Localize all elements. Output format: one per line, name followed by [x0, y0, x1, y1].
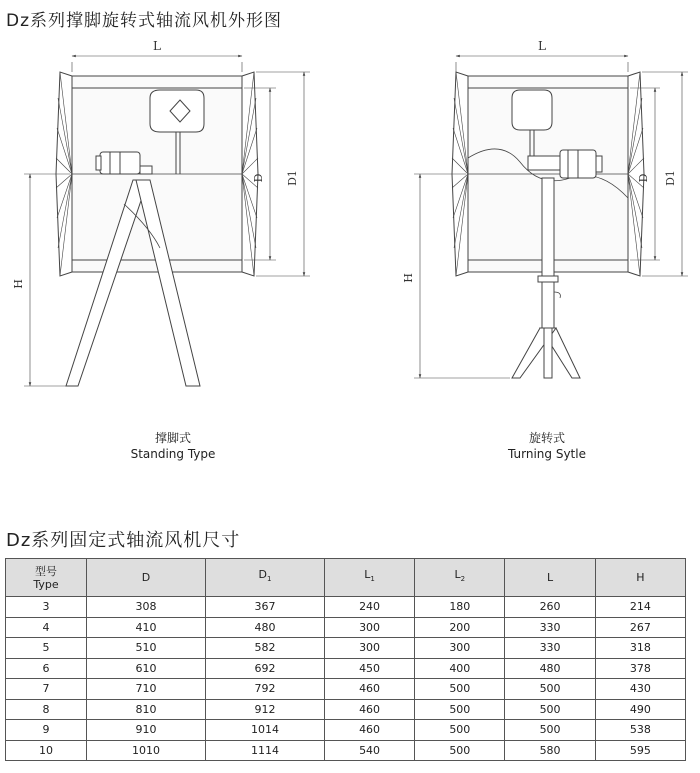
header-L1: $L_1$	[324, 559, 414, 597]
table-cell: 330	[505, 638, 595, 659]
table-cell: 500	[505, 720, 595, 741]
table-cell: 500	[415, 679, 505, 700]
table-cell: 300	[415, 638, 505, 659]
table-header-row	[6, 559, 686, 597]
table-cell: 240	[324, 597, 414, 618]
table-row	[6, 740, 686, 761]
table-cell: 692	[205, 658, 324, 679]
standing-type-caption	[98, 430, 248, 462]
turning-dim-D1-label: D1	[664, 170, 677, 186]
standing-type-drawing	[24, 56, 310, 386]
table-cell: 510	[87, 638, 206, 659]
table-cell: 500	[505, 699, 595, 720]
table-cell: 5	[6, 638, 87, 659]
table-cell: 810	[87, 699, 206, 720]
standing-dim-D1-label: D1	[286, 170, 299, 186]
table-cell: 400	[415, 658, 505, 679]
table-cell: 10	[6, 740, 87, 761]
table-cell: 580	[505, 740, 595, 761]
table-cell: 460	[324, 720, 414, 741]
table-cell: 792	[205, 679, 324, 700]
table-cell: 260	[505, 597, 595, 618]
table-cell: 500	[415, 699, 505, 720]
table-cell: 8	[6, 699, 87, 720]
table-cell: 378	[595, 658, 685, 679]
table-cell: 410	[87, 617, 206, 638]
table-row	[6, 597, 686, 618]
table-cell: 1114	[205, 740, 324, 761]
table-cell: 9	[6, 720, 87, 741]
table-cell: 7	[6, 679, 87, 700]
turning-dim-D-label: D	[637, 173, 650, 183]
table-cell: 480	[205, 617, 324, 638]
table-cell: 595	[595, 740, 685, 761]
turning-type-caption	[472, 430, 622, 462]
table-cell: 710	[87, 679, 206, 700]
fan-outline-drawings	[0, 28, 700, 428]
header-H: H	[595, 559, 685, 597]
table-cell: 308	[87, 597, 206, 618]
header-L: L	[505, 559, 595, 597]
table-cell: 490	[595, 699, 685, 720]
table-cell: 460	[324, 699, 414, 720]
header-L2: $L_2$	[415, 559, 505, 597]
standing-dim-L-label: L	[153, 39, 161, 53]
table-cell: 6	[6, 658, 87, 679]
table-cell: 4	[6, 617, 87, 638]
turning-dim-L-label: L	[538, 39, 546, 53]
table-cell: 367	[205, 597, 324, 618]
standing-caption-en: Standing Type	[130, 447, 216, 461]
table-title: Dz系列固定式轴流风机尺寸	[6, 530, 241, 551]
table-cell: 300	[324, 617, 414, 638]
dimensions-table	[5, 558, 686, 761]
table-row	[6, 638, 686, 659]
table-cell: 912	[205, 699, 324, 720]
table-cell: 180	[415, 597, 505, 618]
table-cell: 430	[595, 679, 685, 700]
turning-caption-cn: 旋转式	[528, 431, 565, 445]
table-cell: 3	[6, 597, 87, 618]
turning-dim-H-label: H	[402, 273, 415, 283]
table-row	[6, 679, 686, 700]
table-cell: 500	[505, 679, 595, 700]
table-row	[6, 658, 686, 679]
turning-caption-en: Turning Sytle	[508, 447, 586, 461]
turning-type-drawing	[414, 56, 688, 378]
table-cell: 330	[505, 617, 595, 638]
header-type: 型号 Type	[6, 559, 87, 597]
table-row	[6, 699, 686, 720]
table-cell: 538	[595, 720, 685, 741]
standing-caption-cn: 撑脚式	[154, 431, 191, 445]
table-row	[6, 720, 686, 741]
table-cell: 1010	[87, 740, 206, 761]
table-cell: 200	[415, 617, 505, 638]
standing-dim-H-label: H	[12, 279, 25, 289]
table-cell: 480	[505, 658, 595, 679]
table-cell: 500	[415, 720, 505, 741]
table-cell: 910	[87, 720, 206, 741]
table-cell: 450	[324, 658, 414, 679]
table-cell: 318	[595, 638, 685, 659]
table-cell: 300	[324, 638, 414, 659]
table-cell: 540	[324, 740, 414, 761]
page-title: Dz系列撑脚旋转式轴流风机外形图	[6, 11, 283, 31]
table-cell: 582	[205, 638, 324, 659]
table-cell: 610	[87, 658, 206, 679]
table-cell: 267	[595, 617, 685, 638]
header-D: D	[87, 559, 206, 597]
table-cell: 214	[595, 597, 685, 618]
table-cell: 1014	[205, 720, 324, 741]
header-D1: $D_1$	[205, 559, 324, 597]
standing-dim-D-label: D	[252, 173, 265, 183]
table-cell: 500	[415, 740, 505, 761]
table-row	[6, 617, 686, 638]
table-cell: 460	[324, 679, 414, 700]
